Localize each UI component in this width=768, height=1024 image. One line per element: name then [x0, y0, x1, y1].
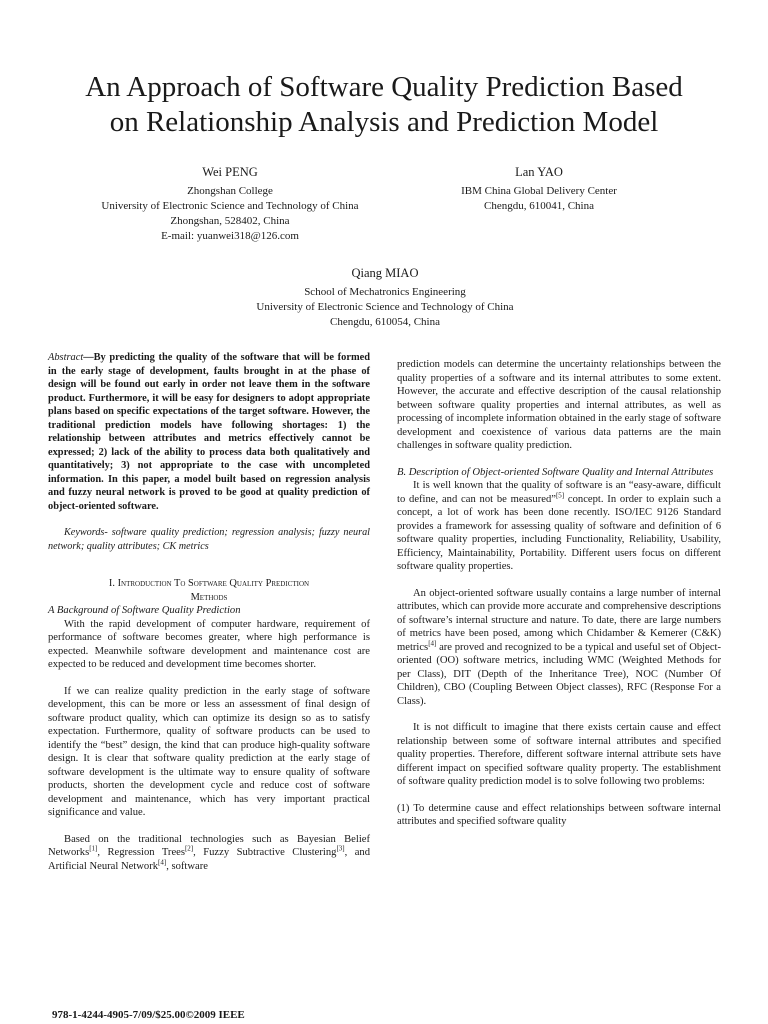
right-column: [397, 358, 721, 829]
author-affiliation: IBM China Global Delivery Center: [461, 185, 617, 197]
abstract-label: Abstract: [48, 352, 84, 363]
text-run: An object-oriented software usually contains a large number of internal attributes, which can provide more accurate and comprehensive descriptions of software’s internal structure and nature. To date, there are large numbers of metrics have been posed, among which Chidamber & Kemerer (C&K) metrics: [397, 587, 721, 653]
paragraph: [397, 587, 721, 709]
text-run: Based on the traditional technologies such as Bayesian Belief Networks: [48, 833, 370, 858]
text-run: , software: [166, 860, 208, 872]
abstract: [48, 351, 370, 513]
author-affiliation: University of Electronic Science and Technology of China: [256, 301, 514, 313]
paragraph: It is not difficult to imagine that there exists certain cause and effect relationship between some of software internal attributes and specified quality properties. Therefore, different software internal attribute sets have different impact on specified software quality property. The establishment of software quality prediction model is to solve following two problems:: [397, 722, 721, 787]
paragraph: [397, 479, 721, 574]
abstract-text: —By predicting the quality of the software that will be formed in the early stage of development, faults brought in at the phase of design will be found out early in order not leave them in the software product. Furthermore, it will be easy for designers to adopt appropriate plans based on specific expectations of the target software. However, the traditional prediction models have following shortages: 1) the relationship between attributes and metrics effectively cannot be expressed; 2) lack of the ability to process data both qualitatively and quantitatively; 3) not appropriate to the case with uncompleted information. In this paper, a model built based on regression analysis and fuzzy neural network is proved to be good at quality prediction of object-oriented software.: [48, 352, 370, 512]
author-name: Qiang MIAO: [351, 266, 419, 280]
citation: [4]: [158, 857, 167, 866]
author-affiliation: University of Electronic Science and Technology of China: [101, 200, 359, 212]
text-run: , and Artificial Neural Network: [48, 847, 371, 872]
citation: [2]: [184, 844, 194, 853]
author-address: Zhongshan, 528402, China: [170, 215, 290, 227]
left-column: [48, 351, 370, 873]
citation: [3]: [336, 844, 345, 853]
author-affiliation: School of Mechatronics Engineering: [304, 286, 466, 298]
paragraph: prediction models can determine the uncertainty relationships between the quality properties of a software and its internal attributes to some extent. However, the accurate and effective description of the causal relationship between software quality properties and internal attributes, as well as processing of incomplete information obtained in the early stage of software development and coexistence of various data patterns are the main challenges in software quality prediction.: [397, 359, 721, 451]
keywords: Keywords- software quality prediction; regression analysis; fuzzy neural network; quality attributes; CK metrics: [48, 527, 370, 552]
author-block-yao: [394, 164, 684, 214]
subsection-heading: A Background of Software Quality Prediction: [48, 605, 241, 616]
title-line: An Approach of Software Quality Prediction Based: [85, 71, 683, 103]
text-run: are proved and recognized to be a typical and useful set of Object-oriented (OO) software metrics, including WMC (Weighted Methods for per Class), DIT (Depth of the Inheritance Tree), NOC (Number Of Children), CBO (Coupling Between Object classes), RFC (Response For a Class).: [397, 641, 721, 707]
author-name: Wei PENG: [202, 165, 258, 179]
section-heading-line: Methods: [190, 591, 228, 603]
citation: [4]: [428, 638, 437, 647]
paper-title: [40, 70, 728, 140]
title-line: on Relationship Analysis and Prediction Model: [109, 106, 659, 138]
paragraph: [48, 833, 370, 874]
citation: [5]: [555, 490, 565, 499]
author-address: Chengdu, 610041, China: [484, 200, 594, 212]
subsection-heading: B. Description of Object-oriented Software Quality and Internal Attributes: [397, 466, 714, 478]
author-block-miao: [200, 265, 570, 330]
paragraph: With the rapid development of computer hardware, requirement of performance of software becomes greater, where high performance is expected. Meanwhile software development and maintenance cost are expected to be reduced and development time becomes shorter.: [48, 618, 370, 670]
section-heading: [48, 577, 370, 604]
text-run: , Fuzzy Subtractive Clustering: [193, 847, 337, 858]
text-run: It is well known that the quality of software is an “easy-aware, difficult to define, and can not be measured”: [397, 480, 721, 505]
text-run: , Regression Trees: [97, 847, 185, 858]
author-address: Chengdu, 610054, China: [330, 316, 440, 328]
paragraph: If we can realize quality prediction in the early stage of software development, this can be more or less an assessment of final design of software product quality, which can optimize its design so as to satisfy expectation. Furthermore, quality of software products can be used to identify the “best” design, the kind that can produce high-quality software design. It is clear that software quality prediction at the early stage of software development is the ultimate way to ensure quality of software products, shorten the development cycle and reduce cost of software development and maintenance, which has very important practical significance and value.: [48, 685, 370, 818]
section-heading-line: I. Introduction To Software Quality Prediction: [108, 578, 310, 589]
copyright-footer: 978-1-4244-4905-7/09/$25.00©2009 IEEE: [52, 1009, 245, 1021]
author-name: Lan YAO: [515, 165, 563, 179]
author-email: E-mail: yuanwei318@126.com: [161, 230, 299, 242]
paragraph: (1) To determine cause and effect relationships between software internal attributes and specified software quality: [397, 802, 721, 827]
citation: [1]: [89, 844, 98, 853]
text-run: concept. In order to explain such a concept, a lot of work has been done recently. ISO/IEC 9126 Standard provides a framework for assessing quality of software and definition of 6 software quality properties, including Functionality, Reliability, Usability, Efficiency, Maintainability, Portability. Different users focus on different software quality properties.: [397, 493, 721, 572]
author-block-peng: [40, 164, 420, 244]
author-affiliation: Zhongshan College: [187, 185, 273, 197]
